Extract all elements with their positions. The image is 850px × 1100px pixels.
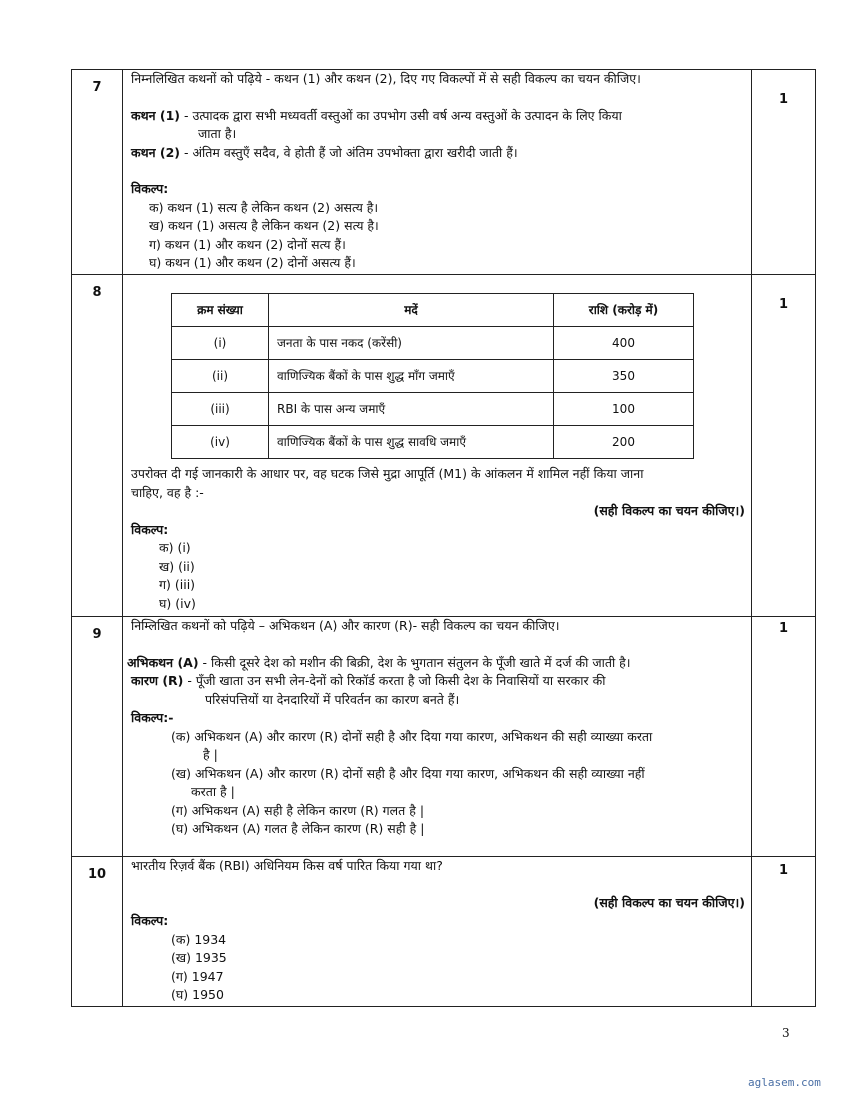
marks-cell xyxy=(752,275,816,617)
instruction: (सही विकल्प का चयन कीजिए।) xyxy=(593,894,745,910)
serial-cell: (iii) xyxy=(172,393,269,426)
question-intro: निम्लिखित कथनों को पढ़िये – अभिकथन (A) और कारण (R)- सही विकल्प का चयन कीजिए। xyxy=(131,618,560,633)
question-content xyxy=(123,275,752,617)
option: घ) (iv) xyxy=(159,595,196,611)
question-number xyxy=(72,617,123,857)
question-row-8 xyxy=(72,275,816,617)
statement-1 xyxy=(131,107,745,126)
question-number xyxy=(72,275,123,617)
options-label: विकल्प:- xyxy=(131,710,174,725)
statement-2 xyxy=(131,144,745,163)
serial-cell: (ii) xyxy=(172,360,269,393)
marks-cell xyxy=(752,617,816,857)
item-cell: RBI के पास अन्य जमाएँ xyxy=(269,393,554,426)
options-label: विकल्प: xyxy=(131,181,169,196)
serial-cell: (i) xyxy=(172,327,269,360)
question-number xyxy=(72,70,123,275)
reason xyxy=(131,672,745,691)
option: (घ) 1950 xyxy=(171,987,224,1002)
question-number-text: 10 xyxy=(87,867,107,882)
question-row-9 xyxy=(72,617,816,857)
amount-cell: 400 xyxy=(554,327,694,360)
question-number xyxy=(72,857,123,1007)
amount-cell: 350 xyxy=(554,360,694,393)
option: (क) अभिकथन (A) और कारण (R) दोनों सही है और दिया गया कारण, अभिकथन की सही व्याख्या करता xyxy=(171,728,653,744)
option-cont: है | xyxy=(203,747,218,762)
col-header-serial: क्रम संख्या xyxy=(172,294,269,327)
table-row xyxy=(172,327,694,360)
option: घ) कथन (1) और कथन (2) दोनों असत्य हैं। xyxy=(149,255,356,270)
option: (ख) अभिकथन (A) और कारण (R) दोनों सही है और दिया गया कारण, अभिकथन की सही व्याख्या नहीं xyxy=(171,765,645,781)
col-header-amount: राशि (करोड़ में) xyxy=(554,294,694,327)
watermark: aglasem.com xyxy=(748,1076,821,1089)
item-cell: वाणिज्यिक बैंकों के पास शुद्ध सावधि जमाएँ xyxy=(269,426,554,459)
question-number-text: 9 xyxy=(92,627,102,642)
option: ख) कथन (1) असत्य है लेकिन कथन (2) सत्य है। xyxy=(149,218,379,233)
option: ख) (ii) xyxy=(159,558,195,574)
statement-2-label: कथन (2) xyxy=(131,144,181,160)
statement-1-label: कथन (1) xyxy=(131,107,181,123)
col-header-items: मदें xyxy=(269,294,554,327)
option: क) कथन (1) सत्य है लेकिन कथन (2) असत्य है। xyxy=(149,199,379,215)
question-text: उपरोक्त दी गई जानकारी के आधार पर, वह घटक जिसे मुद्रा आपूर्ति (M1) के आंकलन में शामिल नहीं किया जाना xyxy=(131,466,644,481)
questions-table xyxy=(71,69,816,1007)
serial-cell: (iv) xyxy=(172,426,269,459)
marks-cell xyxy=(752,70,816,275)
assertion-text: - किसी दूसरे देश को मशीन की बिक्री, देश के भुगतान संतुलन के पूँजी खाते में दर्ज की जाती है। xyxy=(198,654,631,670)
question-content xyxy=(123,70,752,275)
option: ग) (iii) xyxy=(159,577,196,592)
statement-1-text: - उत्पादक द्वारा सभी मध्यवर्ती वस्तुओं का उपभोग उसी वर्ष अन्य वस्तुओं के उत्पादन के लिए किया xyxy=(180,107,622,123)
option: (घ) अभिकथन (A) गलत है लेकिन कारण (R) सही है | xyxy=(171,821,425,836)
instruction: (सही विकल्प का चयन कीजिए।) xyxy=(593,503,745,518)
reason-cont: परिसंपत्तियों या देनदारियों में परिवर्तन का कारण बनते हैं। xyxy=(205,691,460,707)
question-text-cont: चाहिए, वह है :- xyxy=(131,484,204,500)
options-label: विकल्प: xyxy=(131,913,169,928)
table-row xyxy=(172,393,694,426)
reason-text: - पूँजी खाता उन सभी लेन-देनों को रिकॉर्ड करता है जो किसी देश के निवासियों या सरकार की xyxy=(183,673,606,688)
table-header-row xyxy=(172,294,694,327)
marks-value: 1 xyxy=(778,621,789,636)
question-row-10 xyxy=(72,857,816,1007)
marks-value: 1 xyxy=(778,297,789,312)
question-row-7 xyxy=(72,70,816,275)
assertion-label: अभिकथन (A) xyxy=(127,654,199,670)
item-cell: जनता के पास नकद (करेंसी) xyxy=(269,327,554,360)
option: (क) 1934 xyxy=(171,931,227,947)
statement-2-text: - अंतिम वस्तुएँ सदैव, वे होती हैं जो अंतिम उपभोक्ता द्वारा खरीदी जाती हैं। xyxy=(180,144,518,160)
question-number-text: 7 xyxy=(92,80,102,95)
question-intro: भारतीय रिज़र्व बैंक (RBI) अधिनियम किस वर्ष पारित किया गया था? xyxy=(131,858,443,873)
option: (ग) 1947 xyxy=(171,968,224,984)
statement-1-cont: जाता है। xyxy=(198,126,237,141)
reason-label: कारण (R) xyxy=(131,673,184,688)
amount-cell: 100 xyxy=(554,393,694,426)
question-number-text: 8 xyxy=(92,285,102,300)
amount-cell: 200 xyxy=(554,426,694,459)
option: (ख) 1935 xyxy=(171,950,227,965)
marks-value: 1 xyxy=(778,92,789,107)
marks-value: 1 xyxy=(778,863,789,878)
item-cell: वाणिज्यिक बैंकों के पास शुद्ध माँग जमाएँ xyxy=(269,360,554,393)
assertion xyxy=(127,654,745,673)
question-content xyxy=(123,617,752,857)
option: ग) कथन (1) और कथन (2) दोनों सत्य हैं। xyxy=(149,236,346,252)
money-supply-table xyxy=(171,293,694,459)
page-number: 3 xyxy=(782,1026,790,1040)
table-row xyxy=(172,426,694,459)
marks-cell xyxy=(752,857,816,1007)
options-label: विकल्प: xyxy=(131,521,169,537)
question-intro: निम्नलिखित कथनों को पढ़िये - कथन (1) और कथन (2), दिए गए विकल्पों में से सही विकल्प का चयन कीजिए। xyxy=(131,71,641,86)
option: क) (i) xyxy=(159,540,191,555)
option: (ग) अभिकथन (A) सही है लेकिन कारण (R) गलत है | xyxy=(171,802,425,818)
question-content xyxy=(123,857,752,1007)
option-cont: करता है | xyxy=(191,784,235,799)
table-row xyxy=(172,360,694,393)
